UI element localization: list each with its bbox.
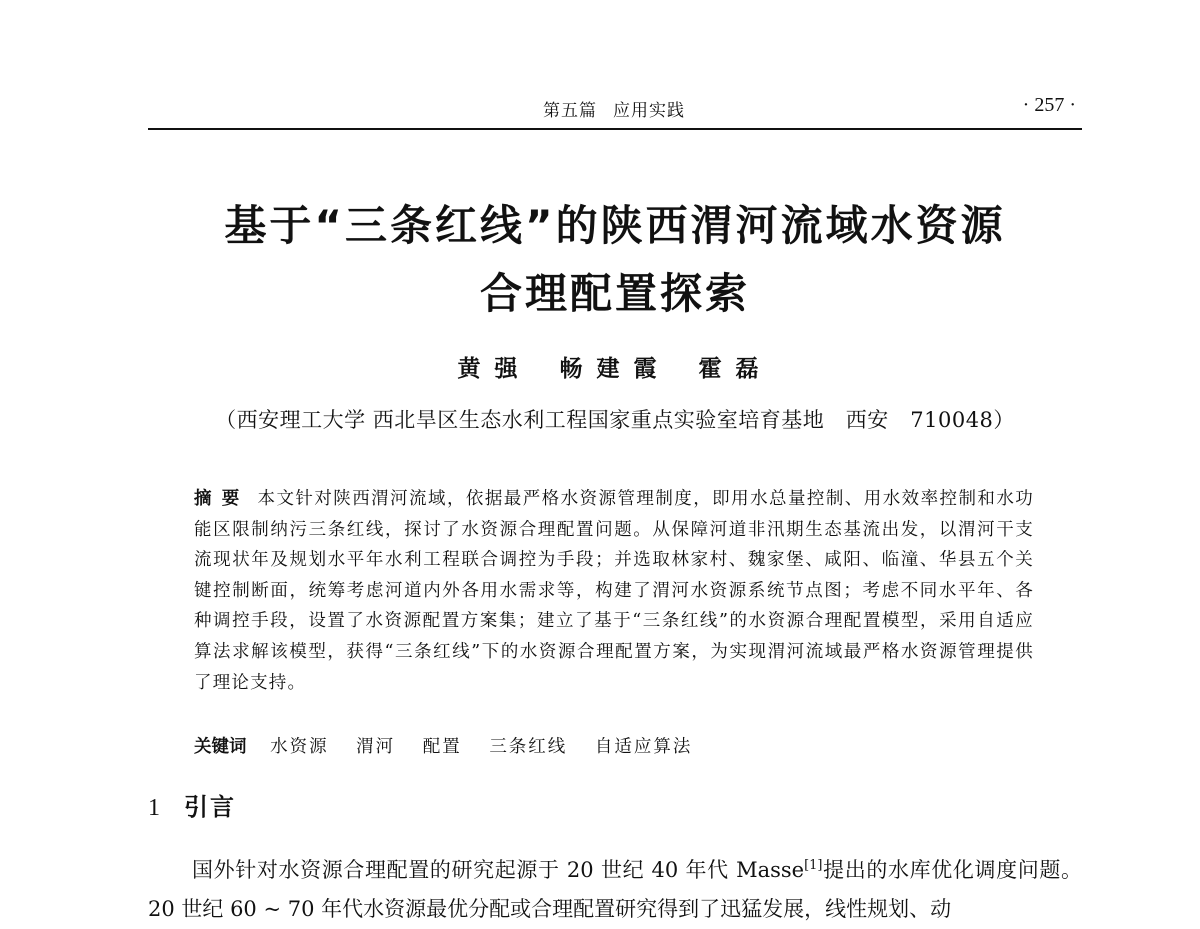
header-section bbox=[148, 96, 1080, 121]
keyword-item: 三条红线 bbox=[489, 737, 568, 757]
keywords-label: 关键词 bbox=[194, 737, 247, 757]
author-3: 霍磊 bbox=[698, 355, 773, 382]
keyword-item: 水资源 bbox=[270, 737, 329, 757]
author-2: 畅建霞 bbox=[559, 355, 671, 382]
page-number: · 257 · bbox=[1022, 94, 1076, 116]
paper-title-line-2: 合理配置探索 bbox=[479, 269, 750, 318]
header-part-label: 第五篇 bbox=[543, 101, 597, 121]
header-rule bbox=[148, 128, 1082, 130]
keywords bbox=[194, 733, 714, 758]
paper-title-line-1: 基于“三条红线”的陕西渭河流域水资源 bbox=[224, 201, 1006, 250]
intro-text-start: 国外针对水资源合理配置的研究起源于 20 世纪 40 年代 Masse bbox=[192, 858, 805, 882]
keyword-item: 渭河 bbox=[356, 737, 396, 757]
citation-ref: [1] bbox=[804, 858, 823, 873]
abstract bbox=[194, 484, 1034, 698]
keyword-item: 自适应算法 bbox=[594, 737, 693, 757]
section-heading-introduction bbox=[148, 787, 236, 822]
abstract-label: 摘要 bbox=[194, 489, 250, 509]
author-list bbox=[120, 350, 1110, 383]
running-header bbox=[148, 90, 1080, 126]
keyword-item: 配置 bbox=[422, 737, 462, 757]
header-part-title: 应用实践 bbox=[613, 101, 685, 121]
intro-text-continued: 提出的水库优化调度问题。20 世纪 60 ~ 70 年代水资源最优分配或合理配置研究得到了迅猛发展，线性规划、动 bbox=[148, 858, 1082, 921]
section-title: 引言 bbox=[184, 793, 236, 821]
introduction-paragraph bbox=[148, 846, 1082, 929]
section-number: 1 bbox=[148, 795, 160, 821]
affiliation: （西安理工大学 西北旱区生态水利工程国家重点实验室培育基地 西安 710048） bbox=[215, 408, 1015, 432]
author-1: 黄强 bbox=[457, 355, 532, 382]
abstract-text: 本文针对陕西渭河流域，依据最严格水资源管理制度，即用水总量控制、用水效率控制和水功能区限制纳污三条红线，探讨了水资源合理配置问题。从保障河道非汛期生态基流出发，以渭河干支流现状年及规划水平年水利工程联合调控为手段；并选取林家村、魏家堡、咸阳、临潼、华县五个关键控制断面，统筹考虑河道内外各用水需求等，构建了渭河水资源系统节点图；考虑不同水平年、各种调控手段，设置了水资源配置方案集；建立了基于“三条红线”的水资源合理配置模型，采用自适应算法求解该模型，获得“三条红线”下的水资源合理配置方案，为实现渭河流域最严格水资源管理提供了理论支持。 bbox=[194, 489, 1035, 693]
